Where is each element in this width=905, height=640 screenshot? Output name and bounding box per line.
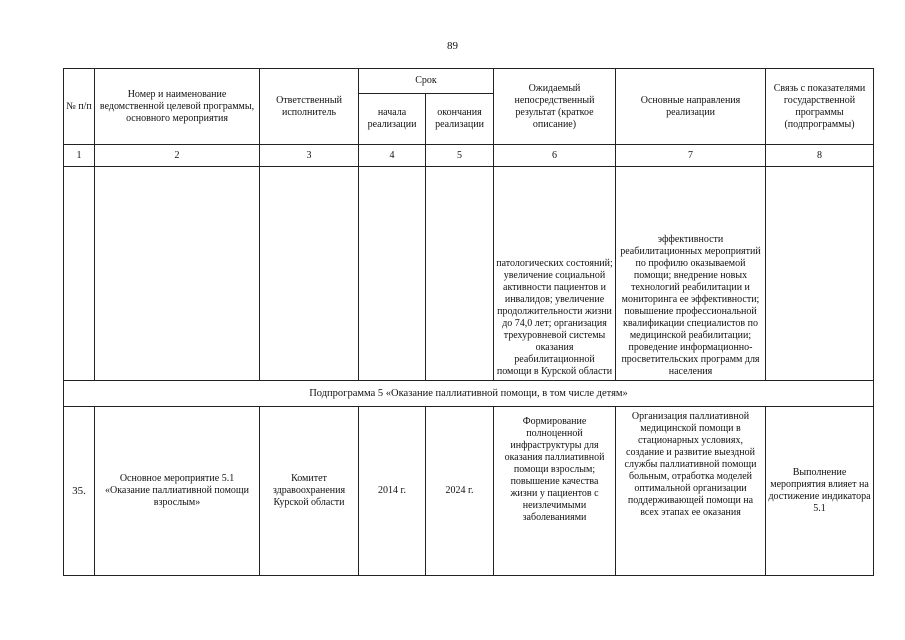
continuation-directions: эффективности реабилитационных мероприятий по профилю оказываемой помощи; внедрение новых технологий реабилитации и мониторинга ее эффективности; повышение профессиональной квалификации специалистов по медицинской реабилитации; проведение информационно-просветительских программ для населения [616,167,766,381]
empty-cell [426,167,494,381]
header-indicator-link: Связь с показателями государственной программы (подпрограммы) [766,69,874,145]
column-number: 2 [95,145,260,167]
indicator-link: Выполнение мероприятия влияет на достижение индикатора 5.1 [766,407,874,576]
continuation-result: патологических состояний; увеличение социальной активности пациентов и инвалидов; увеличение продолжительности жизни до 74,0 лет; организация трехуровневой системы оказания реабилитационной помощи в Курской области [494,167,616,381]
column-number: 3 [260,145,359,167]
column-number: 5 [426,145,494,167]
empty-cell [766,167,874,381]
header-start: начала реализации [359,94,426,145]
subprogram-title: Подпрограмма 5 «Оказание паллиативной помощи, в том числе детям» [64,381,874,407]
column-number: 1 [64,145,95,167]
start-year: 2014 г. [359,407,426,576]
column-number-row [64,145,874,167]
empty-cell [95,167,260,381]
continuation-row [64,167,874,381]
header-executor: Ответственный исполнитель [260,69,359,145]
program-table [63,68,874,576]
column-number: 6 [494,145,616,167]
expected-result: Формирование полноценной инфраструктуры для оказания паллиативной помощи взрослым; повышение качества жизни у пациентов с неизлечимыми заболеваниями [494,407,616,576]
empty-cell [260,167,359,381]
end-year: 2024 г. [426,407,494,576]
row-number: 35. [64,407,95,576]
header-end: окончания реализации [426,94,494,145]
header-directions: Основные направления реализации [616,69,766,145]
header-row-1 [64,69,874,94]
measure-name: Основное мероприятие 5.1 «Оказание паллиативной помощи взрослым» [95,407,260,576]
header-program-name: Номер и наименование ведомственной целевой программы, основного мероприятия [95,69,260,145]
page-number: 89 [447,40,458,52]
empty-cell [64,167,95,381]
column-number: 7 [616,145,766,167]
header-term: Срок [359,69,494,94]
directions: Организация паллиативной медицинской помощи в стационарных условиях, создание и развитие выездной службы паллиативной помощи больным, отработка моделей оптимальной организации поддерживающей помощи на всех этапах ее оказания [616,407,766,576]
header-num: № п/п [64,69,95,145]
executor: Комитет здравоохранения Курской области [260,407,359,576]
column-number: 8 [766,145,874,167]
column-number: 4 [359,145,426,167]
empty-cell [359,167,426,381]
subprogram-row [64,381,874,407]
header-expected-result: Ожидаемый непосредственный результат (краткое описание) [494,69,616,145]
table-row [64,407,874,576]
